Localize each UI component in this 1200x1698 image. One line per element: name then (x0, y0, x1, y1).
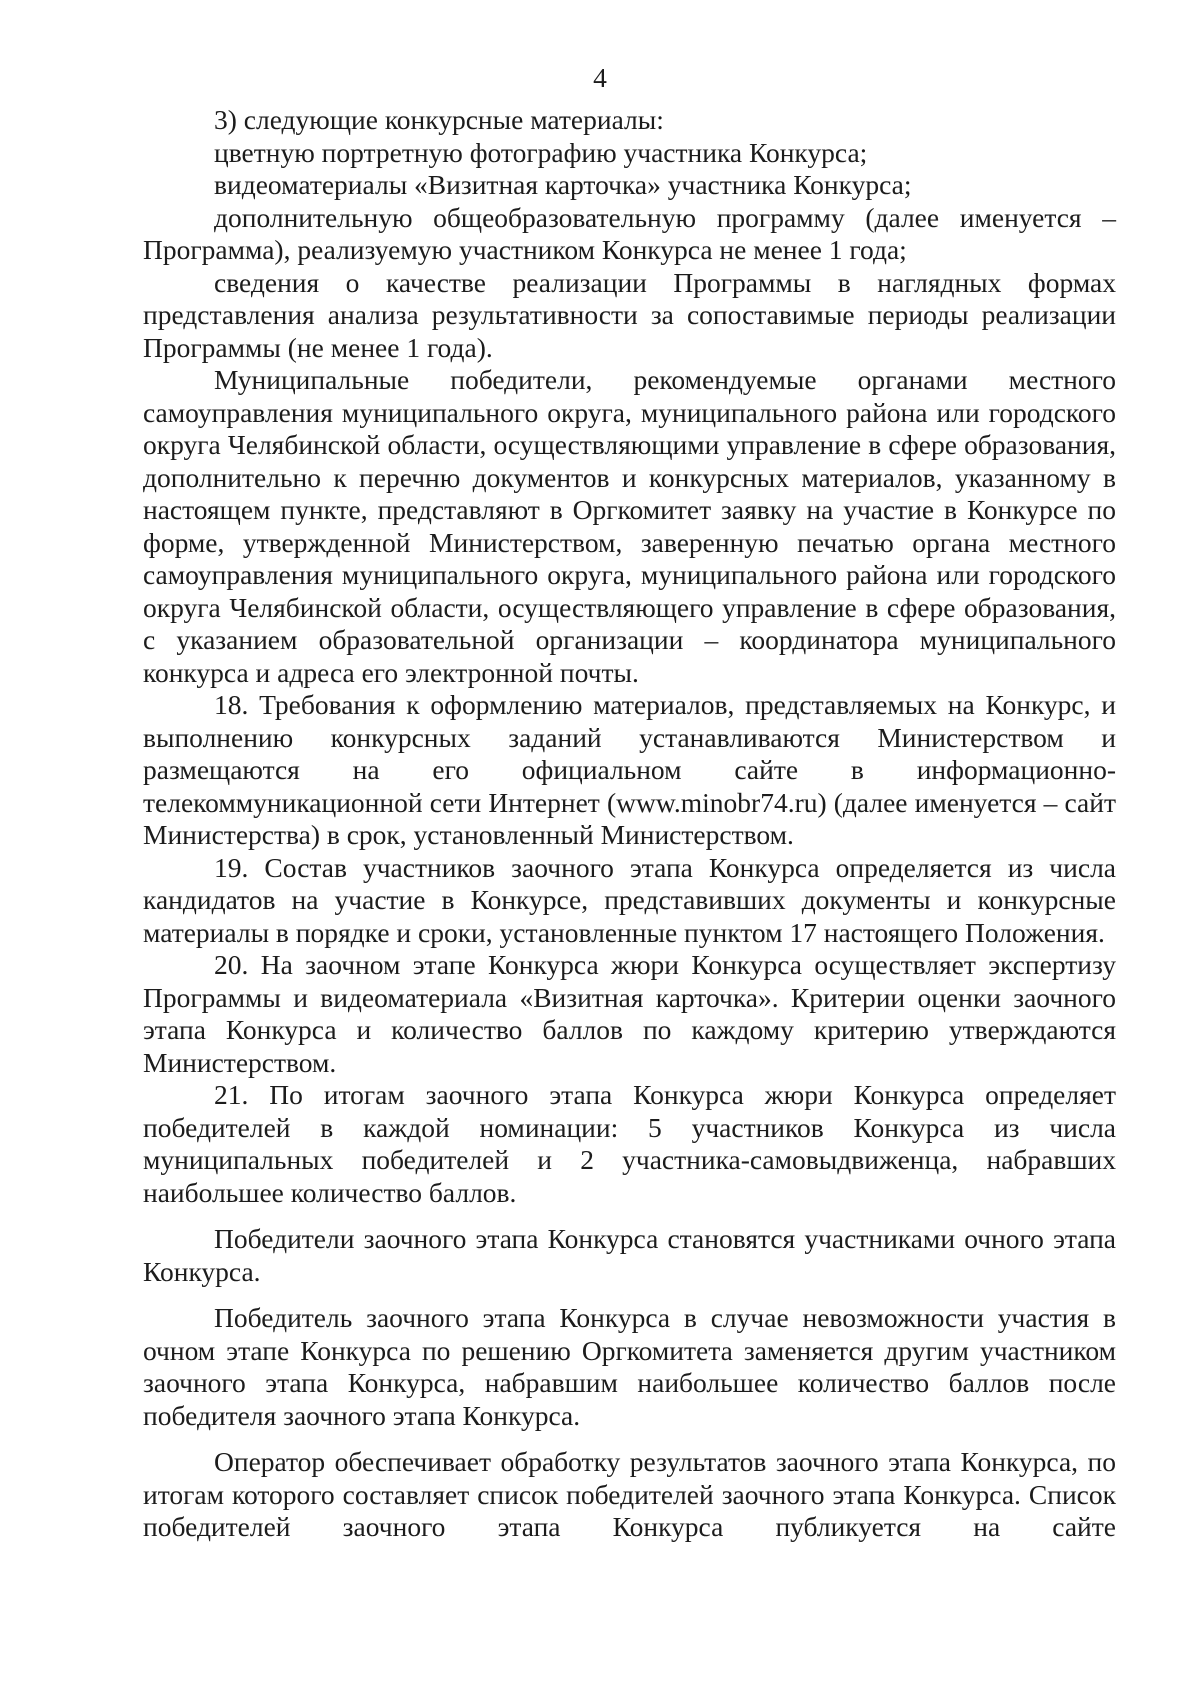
paragraph-winners-become-participants: Победители заочного этапа Конкурса становятся участниками очного этапа Конкурса. (143, 1223, 1116, 1287)
page-number: 4 (593, 62, 607, 93)
paragraph-winner-replacement: Победитель заочного этапа Конкурса в случае невозможности участия в очном этапе Конкурса по решению Оргкомитета заменяется другим участником заочного этапа Конкурса, набравшим наибольшее количество баллов после победителя заочного этапа Конкурса. (143, 1302, 1116, 1431)
paragraph-item-20: 20. На заочном этапе Конкурса жюри Конкурса осуществляет экспертизу Программы и видеоматериала «Визитная карточка». Критерии оценки заочного этапа Конкурса и количество баллов по каждому критерию утверждаются Министерством. (143, 949, 1116, 1078)
paragraph-item-21: 21. По итогам заочного этапа Конкурса жюри Конкурса определяет победителей в каждой номинации: 5 участников Конкурса из числа муниципальных победителей и 2 участника-самовыдвиженца, набравших наибольшее количество баллов. (143, 1079, 1116, 1208)
paragraph-municipal-winners: Муниципальные победители, рекомендуемые органами местного самоуправления муниципального округа, муниципального района или городского округа Челябинской области, осуществляющими управление в сфере образования, дополнительно к перечню документов и конкурсных материалов, указанному в настоящем пункте, представляют в Оргкомитет заявку на участие в Конкурсе по форме, утвержденной Министерством, заверенную печатью органа местного самоуправления муниципального округа, муниципального района или городского округа Челябинской области, осуществляющего управление в сфере образования, с указанием образовательной организации – координатора муниципального конкурса и адреса его электронной почты. (143, 364, 1116, 688)
paragraph-materials-intro: 3) следующие конкурсные материалы: (214, 104, 664, 135)
document-body (143, 104, 1116, 1544)
paragraph-operator: Оператор обеспечивает обработку результатов заочного этапа Конкурса, по итогам которого составляет список победителей заочного этапа Конкурса. Список победителей заочного этапа Конкурса публикуется на сайте (143, 1446, 1116, 1542)
paragraph-program: дополнительную общеобразовательную программу (далее именуется – Программа), реализуемую участником Конкурса не менее 1 года; (143, 201, 1116, 265)
paragraph-item-18: 18. Требования к оформлению материалов, представляемых на Конкурс, и выполнению конкурсных заданий устанавливаются Министерством и размещаются на его официальном сайте в информационно-телекоммуникационной сети Интернет (www.minobr74.ru) (далее именуется – сайт Министерства) в срок, установленный Министерством. (143, 689, 1116, 850)
paragraph-video-card: видеоматериалы «Визитная карточка» участника Конкурса; (214, 169, 912, 200)
paragraph-portrait-photo: цветную портретную фотографию участника Конкурса; (214, 136, 868, 168)
paragraph-quality-info: сведения о качестве реализации Программы в наглядных формах представления анализа результативности за сопоставимые периоды реализации Программы (не менее 1 года). (143, 266, 1116, 363)
paragraph-item-19: 19. Состав участников заочного этапа Конкурса определяется из числа кандидатов на участие в Конкурсе, представивших документы и конкурсные материалы в порядке и сроки, установленные пунктом 17 настоящего Положения. (143, 851, 1116, 948)
